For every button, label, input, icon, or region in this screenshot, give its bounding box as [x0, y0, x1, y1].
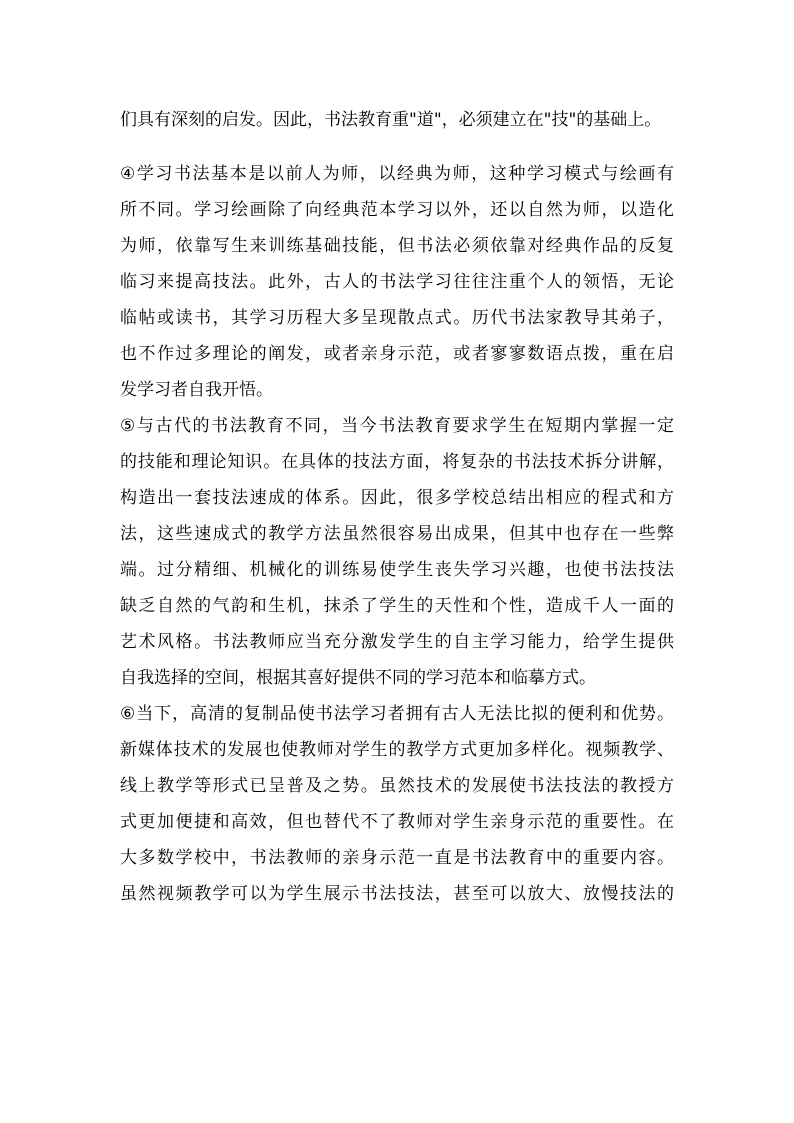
- text-line: 临帖或读书，其学习历程大多呈现散点式。历代书法家教导其弟子，: [120, 308, 674, 328]
- text-line: 发学习者自我开悟。: [120, 380, 273, 400]
- text-line: 为师，依靠写生来训练基础技能，但书法必须依靠对经典作品的反复: [120, 236, 674, 256]
- text-line: 虽然视频教学可以为学生展示书法技法，甚至可以放大、放慢技法的: [120, 884, 674, 904]
- paragraph-4: [120, 156, 674, 408]
- text-line: ④学习书法基本是以前人为师，以经典为师，这种学习模式与绘画有: [120, 164, 674, 184]
- text-line: 线上教学等形式已呈普及之势。虽然技术的发展使书法技法的教授方: [120, 776, 674, 796]
- text-line: 临习来提高技法。此外，古人的书法学习往往注重个人的领悟，无论: [120, 272, 674, 292]
- paragraph-5: [120, 408, 674, 696]
- text-line: 自我选择的空间，根据其喜好提供不同的学习范本和临摹方式。: [120, 668, 596, 688]
- text-line: 缺乏自然的气韵和生机，抹杀了学生的天性和个性，造成千人一面的: [120, 596, 674, 616]
- paragraph-gap: [120, 138, 674, 156]
- document-body: [120, 102, 674, 912]
- text-line: 端。过分精细、机械化的训练易使学生丧失学习兴趣，也使书法技法: [120, 560, 674, 580]
- paragraph-1: [120, 102, 674, 138]
- text-line: ⑥当下，高清的复制品使书法学习者拥有古人无法比拟的便利和优势。: [120, 704, 674, 724]
- text-line: 大多数学校中，书法教师的亲身示范一直是书法教育中的重要内容。: [120, 848, 674, 868]
- text-line: 构造出一套技法速成的体系。因此，很多学校总结出相应的程式和方: [120, 488, 674, 508]
- text-line: 艺术风格。书法教师应当充分激发学生的自主学习能力，给学生提供: [120, 632, 674, 652]
- text-line: ⑤与古代的书法教育不同，当今书法教育要求学生在短期内掌握一定: [120, 416, 674, 436]
- paragraph-6: [120, 696, 674, 912]
- text-line: 法，这些速成式的教学方法虽然很容易出成果，但其中也存在一些弊: [120, 524, 674, 544]
- text-line: 的技能和理论知识。在具体的技法方面，将复杂的书法技术拆分讲解，: [120, 452, 674, 472]
- text-line: 也不作过多理论的阐发，或者亲身示范，或者寥寥数语点拨，重在启: [120, 344, 674, 364]
- text-line: 新媒体技术的发展也使教师对学生的教学方式更加多样化。视频教学、: [120, 740, 674, 760]
- text-line: 们具有深刻的启发。因此，书法教育重"道"，必须建立在"技"的基础上。: [120, 110, 662, 130]
- text-line: 所不同。学习绘画除了向经典范本学习以外，还以自然为师，以造化: [120, 200, 674, 220]
- text-line: 式更加便捷和高效，但也替代不了教师对学生亲身示范的重要性。在: [120, 812, 674, 832]
